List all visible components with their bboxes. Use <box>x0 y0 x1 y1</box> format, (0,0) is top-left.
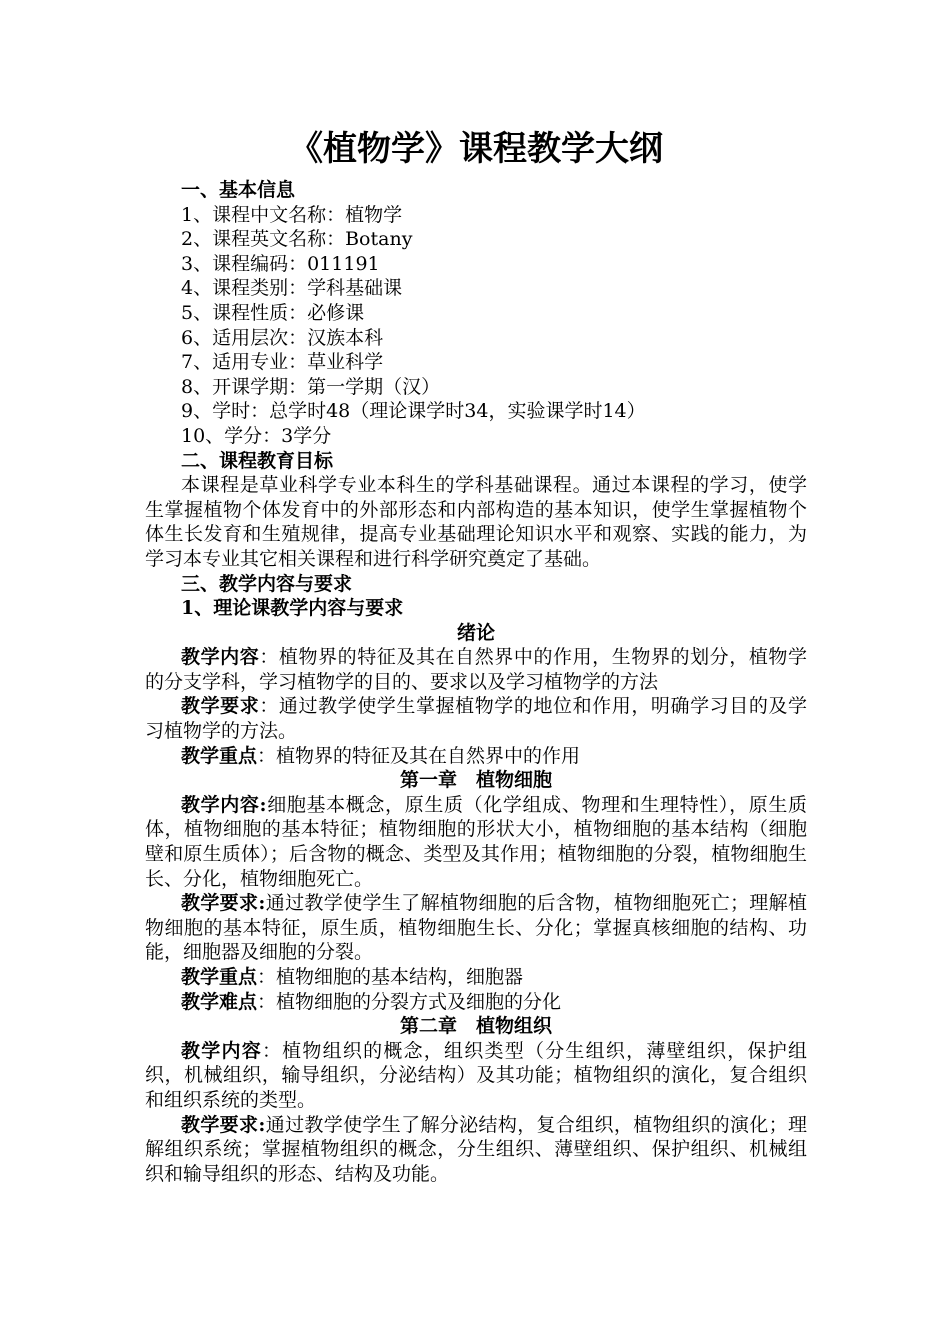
chapter-heading-ch2: 第二章 植物组织 <box>399 1015 552 1038</box>
requirement-text: ：通过教学使学生掌握植物学的地位和作用，明确学习目的及学习植物学的方法。 <box>145 695 807 743</box>
content-label: 教学内容 <box>181 646 260 669</box>
intro-content-paragraph <box>145 645 807 694</box>
key-text: ：植物细胞的基本结构，细胞器 <box>257 966 524 988</box>
content-label: 教学内容: <box>181 793 267 816</box>
ch1-content-paragraph <box>145 793 807 891</box>
objectives-paragraph: 本课程是草业科学专业本科生的学科基础课程。通过本课程的学习，使学生掌握植物个体发育中的外部形态和内部构造的基本知识，使学生掌握植物个体生长发育和生殖规律，提高专业基础理论知识水平和观察、实践的能力，为学习本专业其它相关课程和进行科学研究奠定了基础。 <box>145 474 807 570</box>
key-label: 教学重点 <box>181 744 258 767</box>
section-heading-basic-info: 一、基本信息 <box>181 179 296 201</box>
subsection-heading-theory: 1、理论课教学内容与要求 <box>181 597 404 620</box>
key-label: 教学重点 <box>181 966 258 988</box>
info-item: 4、课程类别：学科基础课 <box>181 277 403 300</box>
requirement-label: 教学要求: <box>181 892 266 915</box>
content-text: 细胞基本概念，原生质（化学组成、物理和生理特性），原生质体，植物细胞的基本特征；植物细胞的形状大小，植物细胞的基本结构（细胞壁和原生质体）；后含物的概念、类型及其作用；植物细胞的分裂，植物细胞生长、分化，植物细胞死亡。 <box>145 793 807 890</box>
document-page <box>145 120 807 1186</box>
info-item: 7、适用专业：草业科学 <box>181 351 384 374</box>
content-text: ：植物组织的概念，组织类型（分生组织，薄壁组织，保护组织，机械组织，输导组织，分泌结构）及其功能；植物组织的演化，复合组织和组织系统的类型。 <box>145 1039 807 1111</box>
section-heading-content: 三、教学内容与要求 <box>181 572 353 595</box>
chapter-heading-ch1: 第一章 植物细胞 <box>399 769 552 792</box>
requirement-label: 教学要求: <box>181 1113 266 1136</box>
info-item: 3、课程编码：011191 <box>181 252 380 275</box>
info-item: 8、开课学期：第一学期（汉） <box>181 375 441 398</box>
ch1-requirement-paragraph <box>145 891 807 965</box>
info-item: 9、学时：总学时48（理论课学时34，实验课学时14） <box>181 400 646 423</box>
difficulty-text: ：植物细胞的分裂方式及细胞的分化 <box>257 990 562 1013</box>
key-text: ：植物界的特征及其在自然界中的作用 <box>257 744 581 767</box>
requirement-text: 通过教学使学生了解植物细胞的后含物，植物细胞死亡；理解植物细胞的基本特征，原生质，植物细胞生长、分化；掌握真核细胞的结构、功能，细胞器及细胞的分裂。 <box>145 892 807 964</box>
ch1-difficulty-paragraph <box>145 990 807 1015</box>
intro-key-paragraph <box>145 744 807 769</box>
requirement-text: 通过教学使学生了解分泌结构，复合组织，植物组织的演化；理解组织系统；掌握植物组织的概念，分生组织、薄壁组织、保护组织、机械组织和输导组织的形态、结构及功能。 <box>145 1113 807 1185</box>
requirement-label: 教学要求 <box>181 695 260 718</box>
ch2-requirement-paragraph <box>145 1113 807 1187</box>
info-item: 1、课程中文名称：植物学 <box>181 203 403 226</box>
chapter-heading-intro: 绪论 <box>456 621 495 644</box>
info-item: 5、课程性质：必修课 <box>181 301 365 324</box>
intro-requirement-paragraph <box>145 694 807 743</box>
content-text: ：植物界的特征及其在自然界中的作用，生物界的划分，植物学的分支学科，学习植物学的目的、要求以及学习植物学的方法 <box>145 646 807 693</box>
ch1-key-paragraph <box>145 965 807 990</box>
difficulty-label: 教学难点 <box>181 990 258 1013</box>
info-item: 6、适用层次：汉族本科 <box>181 326 384 349</box>
info-item: 2、课程英文名称：Botany <box>181 228 413 251</box>
ch2-content-paragraph <box>145 1039 807 1113</box>
content-label: 教学内容 <box>181 1039 262 1062</box>
info-item: 10、学分：3学分 <box>181 424 332 447</box>
document-title: 《植物学》课程教学大纲 <box>289 129 663 169</box>
section-heading-objectives: 二、课程教育目标 <box>181 449 334 472</box>
